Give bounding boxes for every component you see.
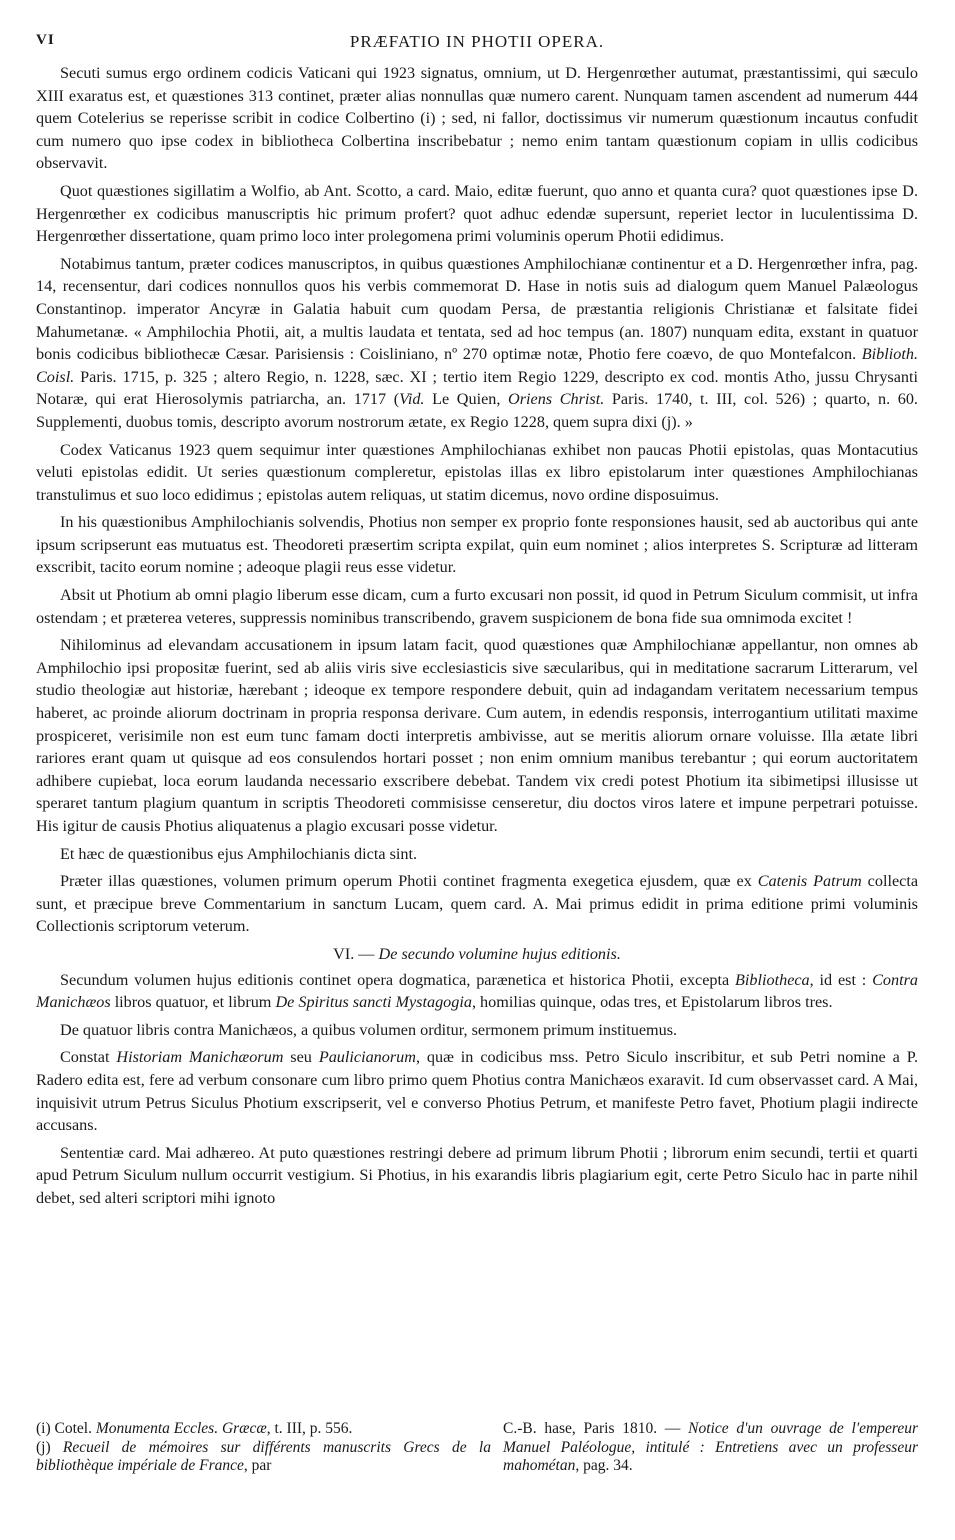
footnote	[503, 1420, 918, 1476]
text-run: collecta sunt, et præcipue breve Commentarium in sanctum Lucam, quem card. A. Mai primus edidit in prima editione primi voluminis Collectionis scriptorum veterum.	[36, 872, 919, 936]
text-run: , t. III, p. 556.	[266, 1420, 353, 1437]
running-title: PRÆFATIO IN PHOTII OPERA.	[349, 32, 605, 51]
italic-text: Contra Manichæos	[36, 970, 918, 1012]
italic-text: Bibliotheca	[735, 970, 810, 989]
paragraph	[36, 584, 918, 629]
text-run: libros quatuor, et librum	[110, 993, 276, 1012]
italic-text: Biblioth. Coisl.	[36, 345, 918, 386]
text-run: Præter illas quæstiones, volumen primum operum Photii continet fragmenta exegetica ejusdem, quæ ex	[60, 872, 758, 891]
italic-text: Paulicianorum	[318, 1048, 416, 1067]
italic-text: Notice d'un ouvrage de l'empereur Manuel Paléologue, intitulé : Entretiens avec un professeur mahométan	[503, 1420, 919, 1474]
text-run: C.-B. hase, Paris 1810. —	[503, 1420, 689, 1437]
italic-text: De secundo volumine hujus editionis.	[378, 944, 621, 963]
italic-text: Oriens Christ.	[508, 390, 605, 409]
text-run: In his quæstionibus Amphilochianis solvendis, Photius non semper ex proprio fonte responsiones hausit, sed ab auctoribus qui ante ipsum scripserunt eas mutuatus est. Theodoreti præsertim scripta expilat, quin eum nominet ; alios interpretes S. Scripturæ ad litteram exscribit, tacito eorum nomine ; adeoque plagii reus esse videtur.	[36, 513, 918, 577]
text-run: (i) Cotel.	[36, 1420, 96, 1437]
text-run: , homilias quinque, odas tres, et Epistolarum libros tres.	[471, 993, 833, 1012]
text-run: Paris. 1715, p. 325 ; altero Regio, n. 1228, sæc. XI ; tertio item Regio 1229, descripto ex cod. montis Atho, jussu Chrysanti Notaræ, qui erat Hierosolymis patriarcha, an. 1717 (	[36, 367, 918, 409]
paragraph	[36, 1142, 918, 1210]
footnote	[36, 1439, 491, 1476]
text-run: Quot quæstiones sigillatim a Wolfio, ab Ant. Scotto, a card. Maio, editæ fuerunt, quo anno et quanta cura? quot quæstiones ipse D. Hergenrœther ex codicibus manuscriptis hic primum profert? quot adhuc edendæ supersunt, reperiet lector in luculentissima D. Hergenrœther dissertatione, quam primo loco inter prolegomena primi voluminis operum Photii edidimus.	[36, 181, 918, 246]
text-run: seu	[283, 1048, 319, 1067]
text-run: Absit ut Photium ab omni plagio liberum esse dicam, cum a furto excusari non possit, id quod in Petrum Siculum commisit, ut infra ostendam ; et præterea veteres, suppressis nominibus transcribendo, gravem suspicionem de bona fide sua omnimoda excitet !	[36, 586, 918, 627]
text-run: Le Quien,	[424, 390, 509, 409]
paragraph	[36, 253, 918, 434]
section-heading	[36, 943, 918, 966]
italic-text: Catenis Patrum	[757, 872, 862, 891]
paragraph	[36, 870, 918, 938]
paragraph	[36, 969, 918, 1014]
paragraph	[36, 180, 918, 248]
running-header	[36, 32, 918, 62]
paragraph	[36, 1019, 918, 1042]
text-run: De quatuor libris contra Manichæos, a quibus volumen orditur, sermonem primum instituemus.	[60, 1020, 678, 1039]
paragraph	[36, 439, 918, 507]
main-text	[36, 62, 918, 1210]
text-run: , par	[243, 1457, 272, 1474]
page-number: VI	[36, 32, 55, 48]
page	[36, 32, 918, 1215]
text-run: Secuti sumus ergo ordinem codicis Vaticani qui 1923 signatus, omnium, ut D. Hergenrœther autumat, præstantissimi, qui sæculo XIII exaratus est, et quæstiones 313 continet, præter alias nonnullas quæ numero carent. Nunquam tamen ascendent ad numerum 444 quem Cotelerius se reperisse scribit in codice Colbertino (i) ; sed, ni fallor, doctissimus vir numerum quæstionum incautus confudit cum numero quo ipse codex in bibliotheca Colbertina inscribebatur ; nemo enim tantam quæstionum copiam in ullis codicibus observavit.	[36, 64, 918, 173]
text-run: Et hæc de quæstionibus ejus Amphilochianis dicta sint.	[60, 844, 418, 863]
paragraph	[36, 1046, 918, 1136]
text-run: Nihilominus ad elevandam accusationem in ipsum latam facit, quod quæstiones quæ Amphilochianæ appellantur, non omnes ab Amphilochio ipsi propositæ fuerint, sed ab aliis viris sive ecclesiasticis sive sæcularibus, qui in meditatione sacrarum Litterarum, vel studio theologiæ aut historiæ, hærebant ; ideoque ex tempore respondere debuit, quin ad indagandam veritatem necessarium tempus haberet, ac proinde aliorum doctrinam in propria responsa derivare. Cum autem, in edendis responsis, interrogantium utilitati maxime prospiceret, verisimile non est eum tunc famam docti interpretis ambivisse, aut se meritis aliorum ornare voluisse. Illa ætate libri rariores erant quam ut quisque ad eos consulendos hortari posset ; non enim omnium manibus terebantur ; qui eorum auctoritatem adhibere cupiebat, loca eorum laudanda necessario exscribere debebat. Tandem vix credi potest Photium ita sibimetipsi illusisse ut speraret tantum plagium quantum in scriptis Theodoreti commisisse censeretur, diu doctos viros latere et impune perpetrari potuisse. His igitur de causis Photius aliquatenus a plagio excusari posse videtur.	[36, 636, 918, 835]
footnotes-left-column	[36, 1420, 491, 1476]
text-run: , pag. 34.	[575, 1457, 633, 1474]
text-run: , id est :	[809, 970, 873, 989]
italic-text: De Spiritus sancti Mystagogia	[275, 993, 472, 1012]
text-run: (j)	[36, 1438, 63, 1456]
text-run: Notabimus tantum, præter codices manuscriptos, in quibus quæstiones Amphilochianæ continentur et a D. Hergenrœther infra, pag. 14, recensentur, dari codices nonnullos quos his verbis commemorat D. Hase in notis suis ad dialogum quem Manuel Palæologus Constantinop. imperator Ancyræ in Galatia habuit cum quodam Persa, de præstantia religionis Christianæ et falsitate fidei Mahumetanæ. « Amphilochia Photii, ait, a multis laudata et tentata, sed ad hoc tempus (an. 1807) nunquam edita, exstant in quatuor bonis codicibus bibliothecæ Cæsar. Parisiensis : Coisliniano, nº 270 optimæ notæ, Photio fere coævo, de quo Montefalcon.	[36, 254, 918, 364]
text-run: Sententiæ card. Mai adhæreo. At puto quæstiones restringi debere ad primum librum Photii ; librorum enim secundi, tertii et quarti apud Petrum Siculum nullum occurrit vestigium. Si Photius, in his exarandis libris plagiarium egit, certe Petro Siculo hac in parte nihil debet, sed alteri scriptori mihi ignoto	[36, 1143, 918, 1207]
text-run: VI. —	[333, 944, 379, 963]
text-run: Codex Vaticanus 1923 quem sequimur inter quæstiones Amphilochianas exhibet non paucas Photii epistolas, quas Montacutius veluti epistolas edidit. Ut series quæstionum compleretur, epistolas illas ex libro epistolarum inter quæstiones Amphilochianas transtulimus et suo loco edidimus ; epistolas autem reliquas, ut statim dicemus, novo ordine disposuimus.	[36, 440, 918, 504]
paragraph	[36, 511, 918, 579]
footnotes	[36, 1420, 918, 1476]
text-run: Secundum volumen hujus editionis continet opera dogmatica, parænetica et historica Photii, excepta	[60, 970, 736, 989]
text-run: , quæ in codicibus mss. Petro Siculo inscribitur, et sub Petri nomine a P. Radero edita est, fere ad verbum consonare cum libro primo quem Photius contra Manichæos exaravit. Id cum observasset card. A Mai, inquisivit utrum Petrus Siculus Photium exscripserit, vel e converso Photius Petrum, et manifeste Petro favet, Photium plagii indirecte accusans.	[36, 1048, 918, 1135]
italic-text: Historiam Manichæorum	[116, 1048, 284, 1067]
paragraph	[36, 843, 918, 866]
paragraph	[36, 634, 918, 837]
text-run: Paris. 1740, t. III, col. 526) ; quarto, n. 60. Supplementi, duobus tomis, descripto avorum nostrorum ætate, ex Regio 1228, quem supra dixi (j). »	[36, 390, 918, 431]
paragraph	[36, 62, 918, 175]
italic-text: Vid.	[399, 390, 425, 409]
footnotes-right-column	[503, 1420, 918, 1476]
italic-text: Monumenta Eccles. Græcæ	[95, 1420, 267, 1437]
italic-text: Recueil de mémoires sur différents manuscrits Grecs de la bibliothèque impériale de France	[36, 1438, 491, 1474]
text-run: Constat	[60, 1048, 117, 1067]
footnote	[36, 1420, 491, 1439]
